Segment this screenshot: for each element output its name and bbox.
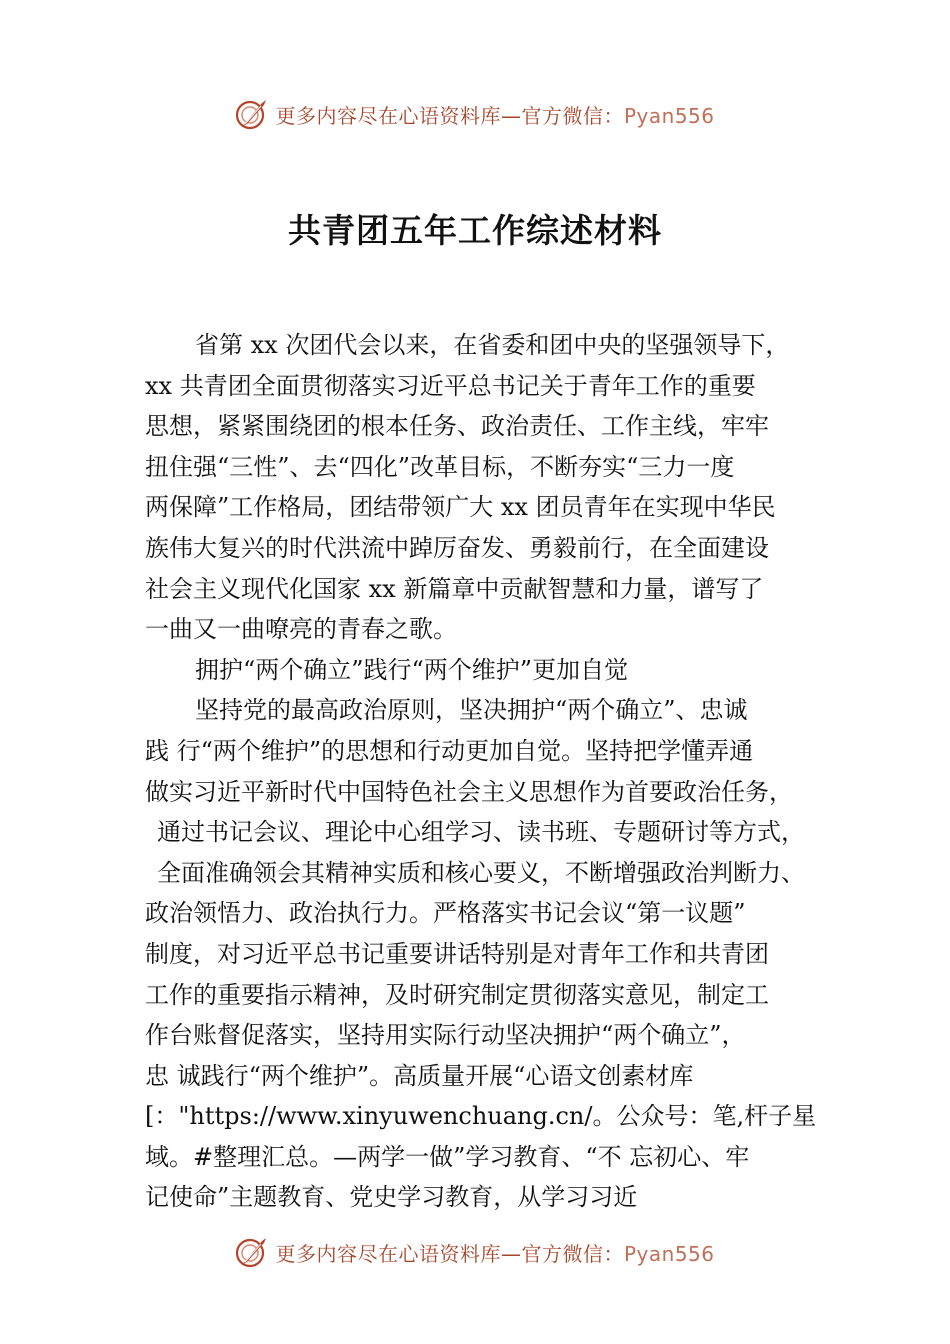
quill-logo-icon <box>235 97 269 131</box>
paragraph-line: 域。#整理汇总。—两学一做”学习教育、“不 忘初心、牢 <box>145 1142 750 1171</box>
paragraph-line: 扭住强“三性”、去“四化”改革目标，不断夯实“三力一度 <box>145 452 735 481</box>
paragraph-line: 工作的重要指示精神，及时研究制定贯彻落实意见，制定工 <box>145 980 769 1009</box>
paragraph-line: 两保障”工作格局，团结带领广大 xx 团员青年在实现中华民 <box>145 493 776 522</box>
paragraph-line: xx 共青团全面贯彻落实习近平总书记关于青年工作的重要 <box>145 371 756 400</box>
footer-banner <box>0 1232 950 1272</box>
paragraph-line: 忠 诚践行“两个维护”。高质量开展“心语文创素材库 <box>145 1061 694 1090</box>
paragraph-line: 记使命”主题教育、党史学习教育，从学习习近 <box>145 1183 638 1212</box>
paragraph-line: 坚持党的最高政治原则，坚决拥护“两个确立”、忠诚 <box>195 696 748 725</box>
paragraph-line: 省第 xx 次团代会以来，在省委和团中央的坚强领导下， <box>195 331 790 359</box>
paragraph-line: 思想，紧紧围绕团的根本任务、政治责任、工作主线，牢牢 <box>145 412 769 441</box>
banner-text <box>275 1238 714 1267</box>
banner-main-text: 更多内容尽在心语资料库—官方微信： <box>275 1241 624 1266</box>
document-body <box>145 325 825 1218</box>
paragraph-line: [："https://www.xinyuwenchuang.cn/。公众号：笔,杆子星 <box>145 1102 817 1131</box>
paragraph-line: 社会主义现代化国家 xx 新篇章中贡献智慧和力量，谱写了 <box>145 574 764 603</box>
paragraph-line: 作台账督促落实，坚持用实际行动坚决拥护“两个确立”， <box>145 1021 746 1050</box>
paragraph-line: 制度，对习近平总书记重要讲话特别是对青年工作和共青团 <box>145 939 769 968</box>
banner-text <box>275 100 714 129</box>
document-title: 共青团五年工作综述材料 <box>288 211 662 250</box>
quill-logo-icon <box>235 1235 269 1269</box>
banner-main-text: 更多内容尽在心语资料库—官方微信： <box>275 103 624 128</box>
paragraph-line: 做实习近平新时代中国特色社会主义思想作为首要政治任务， <box>145 777 793 806</box>
header-banner <box>0 94 950 134</box>
section-heading: 拥护“两个确立”践行“两个维护”更加自觉 <box>195 655 629 684</box>
paragraph-line: 族伟大复兴的时代洪流中踔厉奋发、勇毅前行，在全面建设 <box>145 533 769 562</box>
paragraph-line: 全面准确领会其精神实质和核心要义，不断增强政治判断力、 <box>157 858 805 887</box>
paragraph-line: 通过书记会议、理论中心组学习、读书班、专题研讨等方式， <box>157 818 805 847</box>
paragraph-line: 政治领悟力、政治执行力。严格落实书记会议“第一议题” <box>145 899 746 928</box>
paragraph-line: 一曲又一曲嘹亮的青春之歌。 <box>145 615 457 644</box>
wechat-handle: Pyan556 <box>623 103 715 128</box>
wechat-handle: Pyan556 <box>623 1241 715 1266</box>
paragraph-line: 践 行“两个维护”的思想和行动更加自觉。坚持把学懂弄通 <box>145 736 754 765</box>
